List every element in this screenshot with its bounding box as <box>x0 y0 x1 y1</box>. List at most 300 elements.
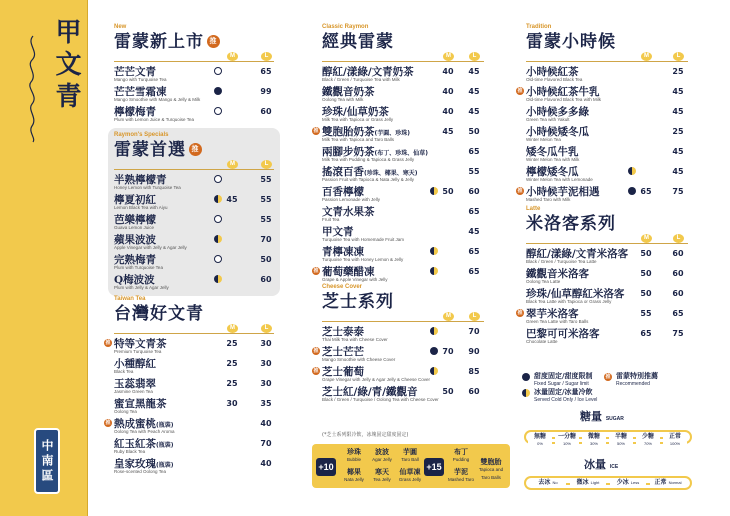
cheese-size-header <box>322 312 484 322</box>
size-m-label: M <box>227 160 238 169</box>
item-en: Honey Lemon with Turquoise Tea <box>114 185 181 190</box>
ice-level-icon <box>430 347 438 355</box>
price-l: 99 <box>260 87 272 96</box>
price-l: 45 <box>468 227 480 236</box>
plus10-badge: +10 <box>316 458 336 476</box>
topping-zh: 仙草凍 <box>399 468 421 476</box>
price-l: 75 <box>672 187 684 196</box>
recommend-mark-icon: 推 <box>105 340 111 346</box>
sugar-level-zh: 少糖 <box>641 433 654 440</box>
ice-level-icon <box>214 255 222 263</box>
topping-item <box>368 468 396 484</box>
taiwan-section-en: Taiwan Tea <box>114 296 146 302</box>
item-en: Ruby Black Tea <box>114 449 146 454</box>
item-en: Winter Melon Tea with Lemonade <box>526 177 593 182</box>
price-l: 25 <box>672 127 684 136</box>
cold-legend-icon <box>522 389 530 397</box>
price-l: 45 <box>468 67 480 76</box>
price-l: 60 <box>672 289 684 298</box>
item-en: Mango Smoothie with Mango & Jelly & Milk <box>114 97 201 102</box>
special-size-header <box>114 160 274 170</box>
price-l: 70 <box>260 235 272 244</box>
price-m: 30 <box>226 399 238 408</box>
brand-name: 甲文青 <box>51 18 81 114</box>
menu-item <box>114 84 274 104</box>
topping-zh: 寒天 <box>375 468 389 476</box>
price-m: 40 <box>442 87 454 96</box>
topping-zh: 椰果 <box>347 468 361 476</box>
ice-level-icon <box>214 195 222 203</box>
size-m-label: M <box>641 52 652 61</box>
sugar-title: 糖量 SUGAR <box>580 410 624 423</box>
menu-item <box>114 104 274 124</box>
price-m: 40 <box>442 67 454 76</box>
menu-item <box>322 384 484 404</box>
item-name-text: 芝士葡萄 <box>322 366 364 378</box>
cheese-section-en: Cheese Cover <box>322 284 363 290</box>
price-l: 40 <box>260 419 272 428</box>
item-name-text: 芝士芒芒 <box>322 346 364 358</box>
menu-item <box>526 246 688 266</box>
item-en: Winter Melon Tea with Milk <box>526 157 580 162</box>
sugar-level <box>636 433 660 447</box>
legend-cold <box>534 388 597 404</box>
topping-item <box>368 448 396 464</box>
taiwan-size-header <box>114 324 274 334</box>
sugar-level-zh: 微糖 <box>587 433 600 440</box>
sugar-level-pct: 10% <box>562 441 571 446</box>
price-m: 45 <box>442 127 454 136</box>
ice-level-icon <box>214 107 222 115</box>
item-name-text: 甲文青 <box>322 226 354 238</box>
item-en: Apple Vinegar with Jelly & Agar Jelly <box>114 245 187 250</box>
menu-item <box>313 364 484 384</box>
tradition-size-header <box>526 52 688 62</box>
menu-item <box>517 184 688 204</box>
latte-size-header <box>526 234 688 244</box>
item-en: Jasmine Green Tea <box>114 389 153 394</box>
menu-item <box>114 396 274 416</box>
new-section-en: New <box>114 24 127 30</box>
item-name-text: 百香檸檬 <box>322 186 364 198</box>
item-name-text: 巴黎可可米洛客 <box>526 328 600 340</box>
item-en: Turquoise Tea with Homemade Fruit Jam <box>322 237 405 242</box>
menu-item <box>313 264 484 284</box>
price-l: 30 <box>260 359 272 368</box>
classic-size-header <box>322 52 484 62</box>
new-section <box>114 24 274 124</box>
menu-item <box>517 84 688 104</box>
ice-level <box>530 479 566 486</box>
item-name-text: 雙胞胎奶茶 <box>322 126 375 138</box>
sugar-level-pct: 30% <box>589 441 598 446</box>
item-en: Black / Green / Turquoise / Oolong Tea with Cheese Cover <box>322 397 439 402</box>
topping-zh: 珍珠 <box>347 448 361 456</box>
classic-title-text: 經典雷蒙 <box>322 31 394 52</box>
ice-title: 冰量 ICE <box>584 458 619 471</box>
signature-logo <box>22 34 44 144</box>
item-name-text: 鐵觀音米洛客 <box>526 268 589 280</box>
menu-item <box>114 436 274 456</box>
item-en: Fruit Tea <box>322 217 340 222</box>
size-l-label: L <box>261 324 272 333</box>
price-m: 25 <box>226 359 238 368</box>
price-l: 60 <box>260 275 272 284</box>
menu-item <box>114 252 274 272</box>
item-name-text: 矮冬瓜牛乳 <box>526 146 579 158</box>
sugar-level-pct: 70% <box>643 441 652 446</box>
ice-level-icon <box>214 275 222 283</box>
topping-en: Agar Jelly <box>372 457 392 462</box>
item-en: Thai Milk Tea with Cheese Cover <box>322 337 388 342</box>
cheese-title-text: 芝士系列 <box>322 291 394 312</box>
topping-zh: 雙胞胎 <box>480 458 502 466</box>
item-en: Old-time Flavored Black Tea with Milk <box>526 97 601 102</box>
item-name-text: 檸夏初紅 <box>114 194 156 206</box>
classic-section <box>313 24 484 284</box>
menu-item <box>526 326 688 346</box>
size-m-label: M <box>641 234 652 243</box>
price-m: 70 <box>442 347 454 356</box>
latte-section-title <box>526 213 688 234</box>
sugar-level-pct: 0% <box>537 441 543 446</box>
item-en: Passion Fruit with Tapioca & Nata Jelly & Jelly <box>322 177 414 182</box>
cheese-section-title <box>322 291 484 312</box>
price-l: 50 <box>260 255 272 264</box>
price-l: 85 <box>468 367 480 376</box>
fixed-legend-icon <box>522 373 530 381</box>
special-section <box>114 132 274 292</box>
price-m: 40 <box>442 107 454 116</box>
price-l: 55 <box>260 195 272 204</box>
ice-level-icon <box>430 267 438 275</box>
item-en: Rose-scented Oolong Tea <box>114 469 166 474</box>
sugar-level <box>663 433 687 447</box>
recommend-mark-icon: 推 <box>313 268 319 274</box>
item-name-text: 皇家玫瑰 <box>114 458 156 470</box>
price-l: 65 <box>468 147 480 156</box>
menu-item <box>114 172 274 192</box>
size-m-label: M <box>443 52 454 61</box>
menu-item <box>526 266 688 286</box>
item-en: Winter Melon Tea <box>526 137 561 142</box>
price-l: 50 <box>468 127 480 136</box>
item-name-text: 特等文青茶 <box>114 338 167 350</box>
topping-zh: 布丁 <box>454 448 468 456</box>
recommend-mark-icon: 推 <box>313 128 319 134</box>
menu-item <box>322 64 484 84</box>
price-l: 45 <box>468 107 480 116</box>
item-name-text: 珍珠/仙草醇紅米洛客 <box>526 288 625 300</box>
item-name-text: Q梅波波 <box>114 274 155 286</box>
item-en: Black Tea <box>114 369 134 374</box>
item-name-text: 翠芋米洛客 <box>526 308 579 320</box>
item-en: Lemon Black Tea with Aiyu <box>114 205 168 210</box>
sugar-level <box>582 433 606 447</box>
menu-item <box>526 144 688 164</box>
price-l: 75 <box>672 329 684 338</box>
item-note: (珍珠、椰果、寒天) <box>364 170 418 177</box>
sugar-level-zh: 正常 <box>668 433 681 440</box>
price-l: 45 <box>672 167 684 176</box>
price-l: 70 <box>260 439 272 448</box>
item-name-text: 葡萄藥醋凍 <box>322 266 375 278</box>
recommend-mark-icon: 推 <box>517 88 523 94</box>
item-name-text: 半熟檸檬青 <box>114 174 167 186</box>
menu-item <box>526 286 688 306</box>
price-m: 50 <box>442 387 454 396</box>
ice-level-icon <box>214 215 222 223</box>
item-en: Black / Green / Turquoise Tea with Milk <box>322 77 400 82</box>
ice-level-en: No <box>552 480 558 485</box>
region-badge: 中南區 <box>34 428 60 494</box>
plus15-badge: +15 <box>424 458 444 476</box>
recommend-mark-icon: 推 <box>313 348 319 354</box>
price-l: 30 <box>260 339 272 348</box>
item-note: (瓶裝) <box>156 442 174 449</box>
ice-level-en: Less <box>630 480 640 485</box>
price-m: 55 <box>640 309 652 318</box>
menu-item <box>517 306 688 326</box>
size-l-label: L <box>261 52 272 61</box>
topping-zh: 波波 <box>375 448 389 456</box>
price-l: 60 <box>672 249 684 258</box>
price-l: 40 <box>260 459 272 468</box>
item-name-text: 小時候紅茶 <box>526 66 579 78</box>
menu-item <box>526 64 688 84</box>
price-l: 60 <box>468 387 480 396</box>
ice-level-icon <box>430 187 438 195</box>
menu-item <box>313 124 484 144</box>
menu-item <box>313 344 484 364</box>
sugar-level <box>555 433 579 447</box>
legend-text: 冰量固定/冰量冷飲 <box>534 388 593 396</box>
cheese-section <box>313 284 484 404</box>
legend-en: Served Cold Only / Ice Level <box>534 397 598 403</box>
size-m-label: M <box>227 52 238 61</box>
price-l: 45 <box>672 107 684 116</box>
special-section-title <box>114 139 274 160</box>
special-title-text: 雷蒙首選 <box>114 139 186 160</box>
menu-item <box>322 164 484 184</box>
topping-item <box>446 468 476 484</box>
tradition-section <box>517 24 688 204</box>
item-name-text: 珍珠/仙草奶茶 <box>322 106 389 118</box>
recommend-legend-icon: 推 <box>605 374 611 380</box>
size-l-label: L <box>261 160 272 169</box>
recommend-mark-icon: 推 <box>517 310 523 316</box>
menu-item <box>322 184 484 204</box>
menu-item <box>322 84 484 104</box>
tradition-section-title <box>526 31 688 52</box>
menu-item <box>114 64 274 84</box>
price-l: 45 <box>468 87 480 96</box>
legend-fixed <box>534 372 593 388</box>
menu-item <box>322 244 484 264</box>
ice-level-icon <box>430 247 438 255</box>
ice-level <box>570 479 606 486</box>
item-name-text: 熱成蜜桃 <box>114 418 156 430</box>
menu-item <box>322 224 484 244</box>
item-en: Passion Lemonade with Jelly <box>322 197 381 202</box>
item-name-text: 兩腳步奶茶 <box>322 146 375 158</box>
item-en: Guava Lemon Juice <box>114 225 155 230</box>
item-en: Mashed Taro with Milk <box>526 197 571 202</box>
ice-level-icon <box>214 235 222 243</box>
item-name-text: 紅玉紅茶 <box>114 438 156 450</box>
item-name-text: 搖滾百香 <box>322 166 364 178</box>
item-name-text: 玉蕊翡翠 <box>114 378 156 390</box>
topping-item <box>396 448 424 464</box>
item-name-text: 青檸凍凍 <box>322 246 364 258</box>
size-l-label: L <box>469 52 480 61</box>
sugar-level <box>609 433 633 447</box>
item-en: Black Tea Latte with Tapioca or Grass Jelly <box>526 299 612 304</box>
menu-item <box>105 416 274 436</box>
legend-rec <box>616 372 658 388</box>
item-en: Turquoise Tea with Honey Lemon & Jelly <box>322 257 404 262</box>
cheese-footnote: (*芝士系列限冷飲，冰塊固定甜度固定) <box>322 432 409 438</box>
ice-level-icon <box>430 367 438 375</box>
topping-en: Nata Jelly <box>344 477 364 482</box>
new-size-header <box>114 52 274 62</box>
topping-item <box>396 468 424 484</box>
tradition-title-text: 雷蒙小時候 <box>526 31 616 52</box>
item-name-text: 小時候矮冬瓜 <box>526 126 589 138</box>
ice-level-icon <box>214 175 222 183</box>
item-name-text: 芒芒雪霜凍 <box>114 86 167 98</box>
menu-item <box>114 232 274 252</box>
menu-item <box>322 144 484 164</box>
item-name-text: 醇紅/漾綠/文青米洛客 <box>526 248 629 260</box>
price-l: 70 <box>468 327 480 336</box>
item-en: Green Tea with Yakult <box>526 117 570 122</box>
item-name-text: 芭樂檸檬 <box>114 214 156 226</box>
ice-level-en: Light <box>590 480 600 485</box>
price-l: 65 <box>468 267 480 276</box>
price-m: 65 <box>640 329 652 338</box>
item-name-text: 小時候芋泥相遇 <box>526 186 600 198</box>
price-l: 60 <box>672 269 684 278</box>
item-name-text: 完熟梅青 <box>114 254 156 266</box>
item-en: Premium Turquoise Tea <box>114 349 162 354</box>
price-l: 55 <box>468 167 480 176</box>
item-en: Mango with Turquoise Tea <box>114 77 167 82</box>
item-en: Old-time Flavored Black Tea <box>526 77 583 82</box>
recommend-mark-icon: 推 <box>313 368 319 374</box>
topping-en: Mashed Taro <box>448 477 474 482</box>
menu-item <box>322 104 484 124</box>
item-en: Milk Tea with Pudding & Tapioca & Grass Jelly <box>322 157 415 162</box>
taiwan-title-text: 台灣好文青 <box>114 303 204 324</box>
ice-level <box>610 479 646 486</box>
ice-level-icon <box>628 167 636 175</box>
item-name-text: 蘋果波波 <box>114 234 156 246</box>
item-note: (瓶裝) <box>156 462 174 469</box>
item-name-text: 小種醇紅 <box>114 358 156 370</box>
price-l: 55 <box>260 175 272 184</box>
price-l: 65 <box>468 207 480 216</box>
item-en: Oolong Tea Latte <box>526 279 561 284</box>
item-note: (芋圓、珍珠) <box>374 130 410 137</box>
new-section-title <box>114 31 274 52</box>
taiwan-section-title <box>114 303 274 324</box>
topping-en: Taro Ball <box>401 457 419 462</box>
menu-item <box>526 164 688 184</box>
item-name-text: 芒芒文青 <box>114 66 156 78</box>
legend-text: 甜度固定/甜度限制 <box>534 372 593 380</box>
legend-en: Recommended <box>616 381 650 387</box>
size-m-label: M <box>227 324 238 333</box>
topping-en: Tapioca and Taro Balls <box>478 467 504 480</box>
price-l: 25 <box>672 67 684 76</box>
item-note: (瓶裝) <box>156 422 174 429</box>
ice-level-icon <box>214 87 222 95</box>
item-en: Oolong Tea with Peach Aroma <box>114 429 175 434</box>
topping-item <box>446 448 476 464</box>
item-name-text: 文青水果茶 <box>322 206 375 218</box>
item-en: Oolong Tea <box>114 409 137 414</box>
topping-zh: 芋圓 <box>403 448 417 456</box>
menu-item <box>322 324 484 344</box>
sugar-level-zh: 半糖 <box>614 433 627 440</box>
sugar-level-zh: 無糖 <box>533 433 546 440</box>
sugar-level-zh: 一分糖 <box>557 433 576 440</box>
item-name-text: 檸檬梅青 <box>114 106 156 118</box>
price-m: 65 <box>640 187 652 196</box>
menu-item <box>114 456 274 476</box>
latte-section <box>517 206 688 346</box>
price-l: 60 <box>260 107 272 116</box>
ice-level-zh: 微冰 <box>576 479 589 486</box>
item-en: Plum with Lemon Juice & Turquoise Tea <box>114 117 194 122</box>
price-m: 25 <box>226 379 238 388</box>
ice-level-en: Normal <box>668 480 682 485</box>
recommend-badge: 推 <box>189 143 202 156</box>
menu-item <box>114 376 274 396</box>
topping-en: Pudding <box>452 457 470 462</box>
ice-level-icon <box>214 67 222 75</box>
item-name-text: 小時候紅茶牛乳 <box>526 86 600 98</box>
item-en: Green Tea Latte with Taro Balls <box>526 319 589 324</box>
price-m: 50 <box>442 187 454 196</box>
menu-item <box>114 356 274 376</box>
classic-section-title <box>322 31 484 52</box>
item-name-text: 檸檬矮冬瓜 <box>526 166 579 178</box>
legend-text: 雷蒙特別推薦 <box>616 372 658 380</box>
price-l: 65 <box>672 309 684 318</box>
special-section-en: Raymon's Specials <box>114 132 169 138</box>
menu-item <box>114 212 274 232</box>
item-name-text: 鐵觀音奶茶 <box>322 86 375 98</box>
item-name-text: 蜜宣黑龍茶 <box>114 398 167 410</box>
item-en: Plum with Jelly & Agar Jelly <box>114 285 169 290</box>
price-l: 65 <box>468 247 480 256</box>
sugar-level-pct: 50% <box>616 441 625 446</box>
item-en: Plum with Turquoise Tea <box>114 265 163 270</box>
price-m: 50 <box>640 269 652 278</box>
price-l: 30 <box>260 379 272 388</box>
item-en: Grape Vinegar with Jelly & Agar Jelly & Cheese Cover <box>322 377 430 382</box>
latte-title-text: 米洛客系列 <box>526 213 616 234</box>
classic-section-en: Classic Raymon <box>322 24 369 30</box>
new-title-text: 雷蒙新上市 <box>114 31 204 52</box>
recommend-mark-icon: 推 <box>517 188 523 194</box>
ice-level <box>650 479 686 486</box>
ice-level-zh: 少冰 <box>616 479 629 486</box>
item-en: Black / Green / Turquoise Tea Latte <box>526 259 597 264</box>
size-l-label: L <box>673 234 684 243</box>
